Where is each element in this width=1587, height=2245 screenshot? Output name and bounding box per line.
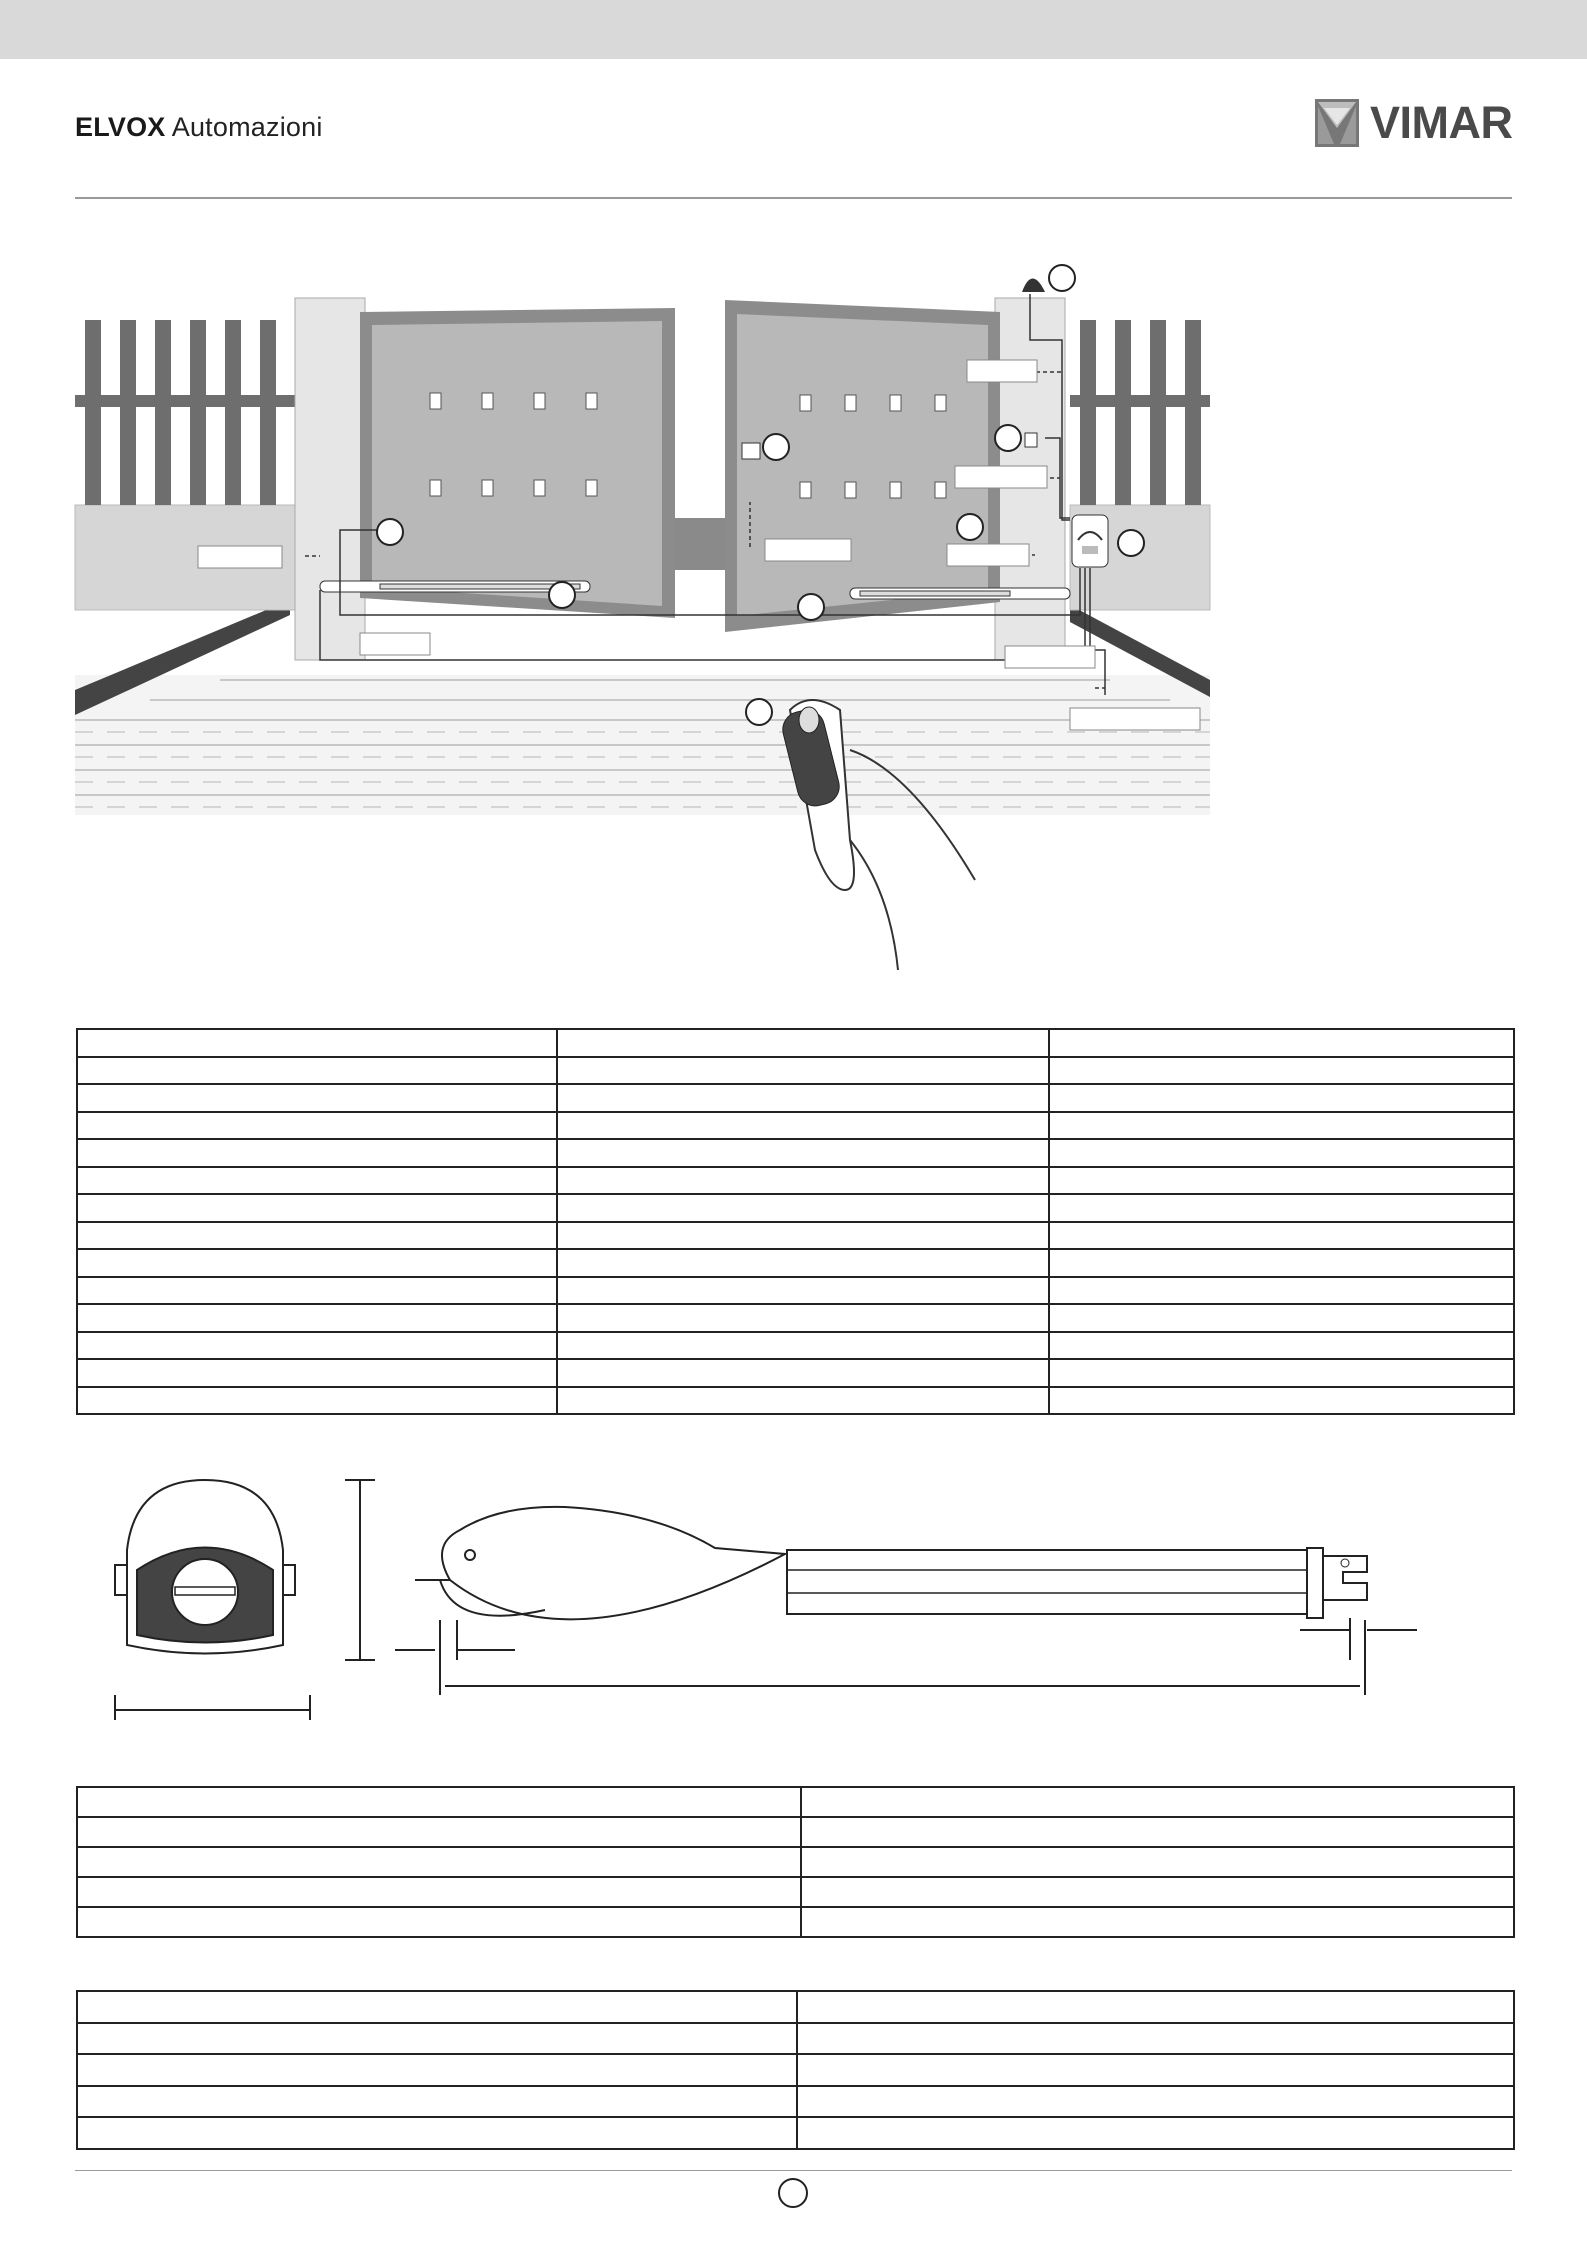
table-row [77,1249,1514,1277]
table-cell [1049,1332,1514,1360]
table-cell [1049,1084,1514,1112]
label-box-8 [1070,708,1200,730]
table-cell [797,2023,1514,2055]
table-cell [77,1277,557,1305]
table-cell [801,1847,1514,1877]
label-box-6 [360,633,430,655]
table-cell [1049,1057,1514,1085]
table-row [77,1332,1514,1360]
callout-circle-4 [377,519,403,545]
header-rule [75,197,1512,199]
label-box-7 [1005,646,1095,668]
pillar-left [295,298,365,660]
table-cell [77,1359,557,1387]
table-cell [557,1304,1049,1332]
table-row [77,1112,1514,1140]
table-cell [77,1139,557,1167]
callout-circle-2 [995,425,1021,451]
table-cell [77,1332,557,1360]
label-box-3 [955,466,1047,488]
table-cell [557,1222,1049,1250]
vimar-logo [1314,97,1513,149]
table-cell [1049,1359,1514,1387]
table-cell [1049,1304,1514,1332]
label-box-4 [765,539,851,561]
callout-circle-5 [957,514,983,540]
table-row [77,2117,1514,2149]
callout-circle-8 [798,594,824,620]
table-cell [77,1167,557,1195]
table-cell [77,1991,797,2023]
fence-right [1070,320,1210,505]
table-cell [77,1194,557,1222]
logo-text: VIMAR [1370,97,1513,148]
table-cell [77,2117,797,2149]
table-cell [77,1847,801,1877]
table-cell [557,1332,1049,1360]
table-cell [77,1787,801,1817]
table-cell [77,2086,797,2118]
table-cell [1049,1387,1514,1415]
table-cell [801,1877,1514,1907]
table-cell [77,1249,557,1277]
table-cell [557,1249,1049,1277]
table-cell [1049,1167,1514,1195]
table-cell [77,1877,801,1907]
table-3 [76,1990,1515,2150]
page-number [778,2178,808,2208]
callout-circle-7 [549,582,575,608]
vimar-logo-mark-icon [1314,98,1360,148]
footer-rule [75,2170,1512,2171]
table-cell [1049,1139,1514,1167]
table-cell [801,1787,1514,1817]
photocell-right [1025,433,1037,447]
table-cell [557,1277,1049,1305]
table-cell [1049,1112,1514,1140]
label-box-5 [947,544,1029,566]
table-cell [77,1112,557,1140]
table-row [77,1817,1514,1847]
table-cell [77,1029,557,1057]
table-row [77,1029,1514,1057]
table-row [77,1787,1514,1817]
table-cell [801,1907,1514,1937]
table-row [77,1194,1514,1222]
table-row [77,1847,1514,1877]
actuator-side-view [415,1507,1367,1619]
table-cell [801,1817,1514,1847]
callout-circle-6 [1118,530,1144,556]
table-cell [557,1359,1049,1387]
actuator-end-view [115,1480,295,1654]
table-row [77,1387,1514,1415]
table-cell [77,1057,557,1085]
control-unit [1072,515,1108,567]
label-box-1 [198,546,282,568]
fence-left [75,320,295,505]
brand-bold: ELVOX [75,112,166,142]
table-cell [797,2086,1514,2118]
table-row [77,1057,1514,1085]
table-cell [77,1304,557,1332]
table-cell [77,2023,797,2055]
table-cell [77,2054,797,2086]
photocell-left [742,443,760,459]
table-row [77,1304,1514,1332]
table-1 [76,1028,1515,1415]
table-cell [557,1057,1049,1085]
table-cell [1049,1194,1514,1222]
table-cell [77,1084,557,1112]
table-cell [1049,1029,1514,1057]
table-row [77,1167,1514,1195]
actuator-right [850,588,1070,599]
table-row [77,1877,1514,1907]
dimension-drawing [105,1470,1445,1720]
brand-rest: Automazioni [171,112,323,142]
table-cell [77,1387,557,1415]
table-row [77,2054,1514,2086]
table-cell [1049,1277,1514,1305]
table-cell [557,1112,1049,1140]
brand-title [75,112,323,143]
label-box-2 [967,360,1037,382]
table-row [77,1907,1514,1937]
table-cell [77,1907,801,1937]
table-row [77,1359,1514,1387]
table-cell [797,1991,1514,2023]
table-row [77,2086,1514,2118]
callout-circle-1 [1049,265,1075,291]
table-cell [797,2117,1514,2149]
installation-diagram [70,250,1220,980]
table-cell [77,1222,557,1250]
callout-circle-9 [746,699,772,725]
table-row [77,2023,1514,2055]
table-cell [1049,1249,1514,1277]
table-cell [557,1084,1049,1112]
gate-leaf-left [360,308,675,618]
table-cell [797,2054,1514,2086]
table-row [77,1222,1514,1250]
top-bar [0,0,1587,59]
table-cell [557,1387,1049,1415]
table-row [77,1139,1514,1167]
table-cell [557,1167,1049,1195]
table-cell [557,1139,1049,1167]
table-row [77,1277,1514,1305]
flashing-light [1022,279,1045,293]
table-cell [557,1029,1049,1057]
callout-circle-3 [763,434,789,460]
table-cell [557,1194,1049,1222]
table-row [77,1991,1514,2023]
table-2 [76,1786,1515,1938]
table-cell [77,1817,801,1847]
table-row [77,1084,1514,1112]
table-cell [1049,1222,1514,1250]
